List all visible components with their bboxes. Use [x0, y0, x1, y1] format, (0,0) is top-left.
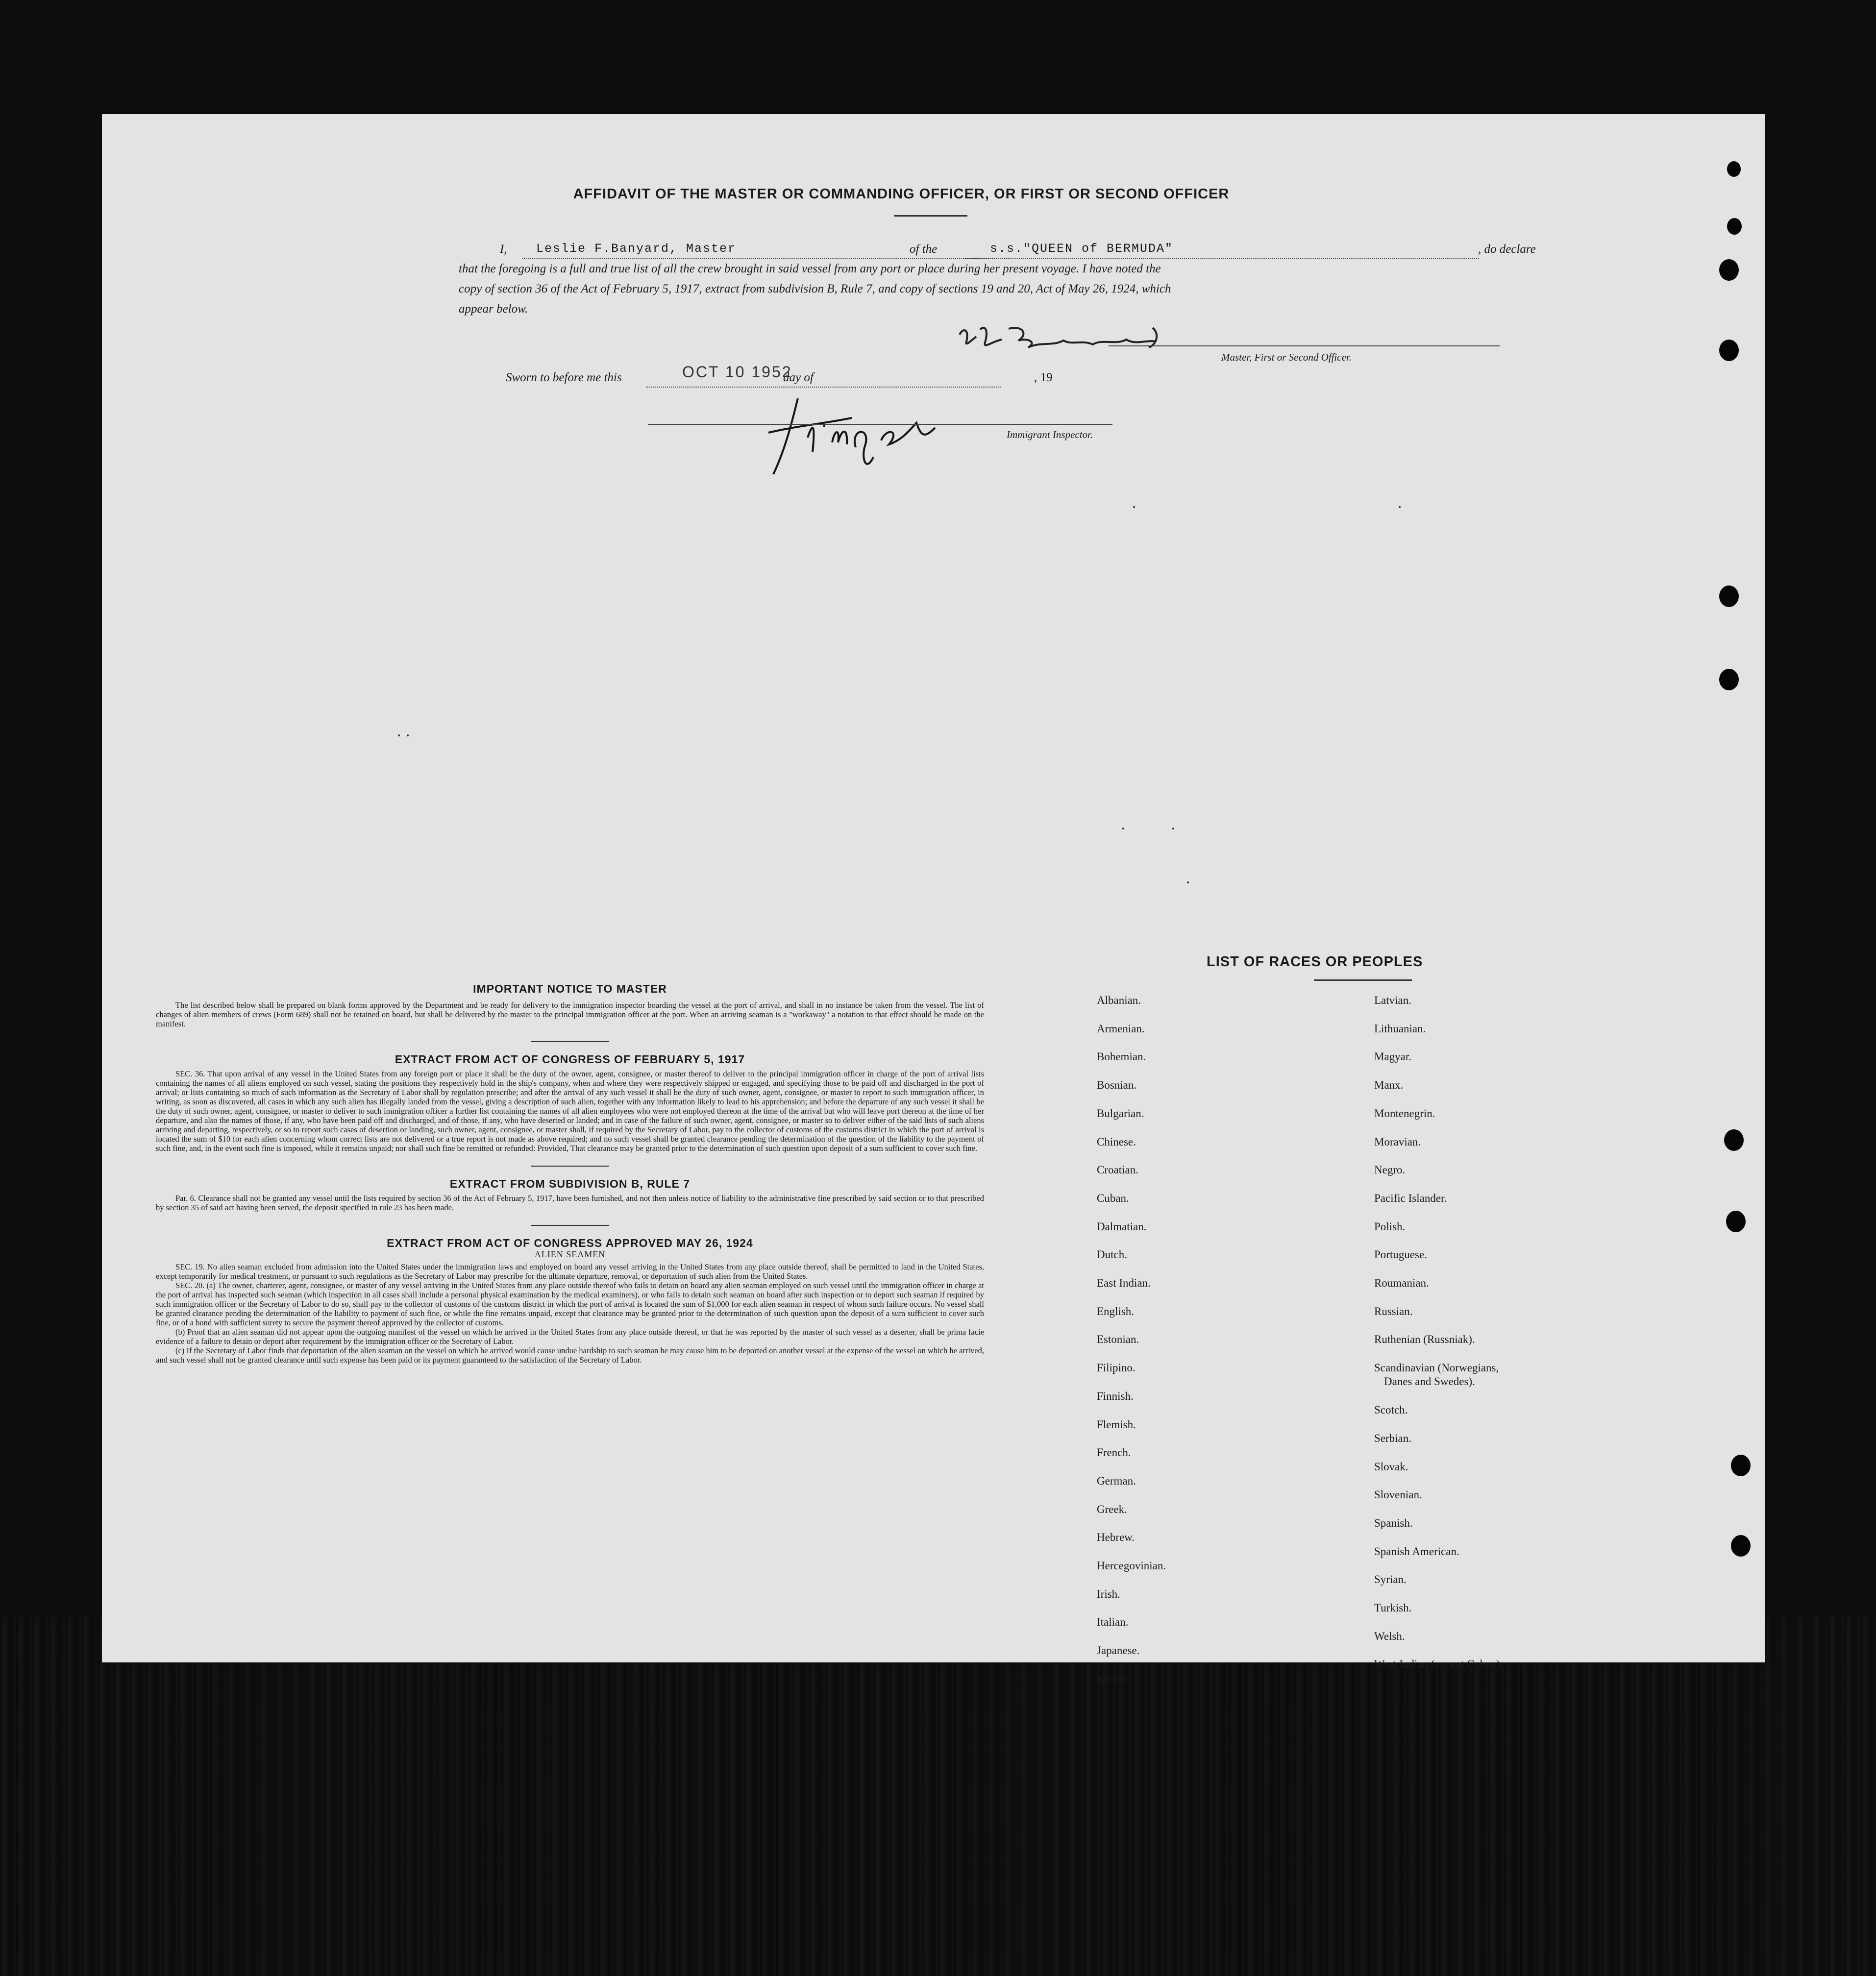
race-item: Negro. [1374, 1164, 1406, 1176]
master-name-value: Leslie F.Banyard, Master [536, 242, 737, 256]
race-item: Albanian. [1097, 994, 1141, 1006]
race-item: Italian. [1097, 1616, 1129, 1629]
extract-rule7-body: Par. 6. Clearance shall not be granted any vessel until the lists required by section 36 of the Act of February 5, 1917, have been furnished, and not then unless notice of liability to the administrative fine prescribed by said section or to that prescribed by section 35 of said act having been served, the deposit specified in rule 23 has been made. [156, 1194, 984, 1212]
do-declare-label: , do declare [1478, 243, 1536, 256]
race-item: Roumanian. [1374, 1277, 1429, 1289]
race-item: Welsh. [1374, 1630, 1405, 1642]
punch-hole [1719, 669, 1739, 690]
affidavit-title: AFFIDAVIT OF THE MASTER OR COMMANDING OFFICER, OR FIRST OR SECOND OFFICER [573, 186, 1230, 202]
race-item: Polish. [1374, 1220, 1406, 1233]
punch-hole [1726, 1211, 1746, 1232]
notice-body: The list described below shall be prepared on blank forms approved by the Department and be ready for delivery to the immigration inspector boarding the vessel at the port of arrival, and shall in no instance be taken from the vessel. The list of changes of alien members of crews (Form 689) shall not be retained on board, but shall be delivered by the master to the principal immigration officer at the port. When an arriving seaman is a "workaway" a notation to that effect should be made on the manifest. [156, 1000, 984, 1028]
race-item: Cuban. [1097, 1192, 1129, 1204]
section-rule [531, 1166, 609, 1167]
punch-hole [1719, 259, 1739, 281]
race-item: German. [1097, 1474, 1136, 1487]
affidavit-line-3: copy of section 36 of the Act of February 5, 1917, extract from subdivision B, Rule 7, and copy of sections 19 and 20, Act of May 26, 1924, which [459, 282, 1171, 295]
race-item: English. [1097, 1305, 1135, 1317]
master-signature-line [1109, 345, 1500, 346]
race-item: Syrian. [1374, 1573, 1407, 1586]
race-item: Croatian. [1097, 1164, 1138, 1176]
affidavit-line-4: appear below. [459, 302, 528, 316]
punch-hole [1719, 340, 1739, 361]
race-item: Portuguese. [1374, 1248, 1427, 1261]
race-item: Irish. [1097, 1587, 1120, 1600]
extract-rule7-title: EXTRACT FROM SUBDIVISION B, RULE 7 [449, 1177, 691, 1190]
race-item: Spanish. [1374, 1516, 1413, 1529]
master-signature-caption: Master, First or Second Officer. [1221, 351, 1352, 363]
speck [407, 734, 409, 736]
race-item: Pacific Islander. [1374, 1192, 1447, 1204]
race-item: Flemish. [1097, 1418, 1136, 1431]
speck [1122, 828, 1124, 829]
race-item: Filipino. [1097, 1362, 1135, 1374]
notice-title: IMPORTANT NOTICE TO MASTER [473, 982, 667, 995]
title-rule [894, 215, 967, 217]
year-label: , 19 [1034, 371, 1053, 384]
race-item: Greek. [1097, 1503, 1127, 1515]
alien-seamen-subtitle: ALIEN SEAMEN [534, 1249, 606, 1259]
race-item: Dutch. [1097, 1248, 1127, 1261]
race-item: Chinese. [1097, 1135, 1136, 1148]
race-item: Dalmatian. [1097, 1220, 1147, 1233]
inspector-signature-line [648, 424, 1112, 425]
race-item: Estonian. [1097, 1333, 1139, 1346]
race-item: Ruthenian (Russniak). [1374, 1333, 1475, 1346]
race-item: Lithuanian. [1374, 1022, 1426, 1035]
race-item: Bohemian. [1097, 1050, 1146, 1063]
sec-20c-body: (c) If the Secretary of Labor finds that deportation of the alien seaman on the vessel on which he arrived would cause undue hardship to such seaman he may cause him to be deported on another vessel at the expense of the vessel on which he arrived, and such vessel shall not be granted clearance until such expense has been paid or its payment guaranteed to the satisfaction of the Secretary of Labor. [156, 1346, 984, 1365]
punch-hole [1727, 218, 1742, 235]
race-item: Hebrew. [1097, 1531, 1135, 1544]
race-item: Japanese. [1097, 1644, 1140, 1657]
race-item: Spanish American. [1374, 1545, 1459, 1558]
race-item: Serbian. [1374, 1432, 1412, 1444]
sec-20b-body: (b) Proof that an alien seaman did not appear upon the outgoing manifest of the vessel on which he arrived in the United States from any place outside thereof, or that he was reported by the master of such vessel as a deserter, shall be prima facie evidence of a failure to detain or deport after requirement by the immigration officer or the Secretary of Labor. [156, 1327, 984, 1346]
speck [1399, 506, 1401, 508]
section-rule [531, 1041, 609, 1042]
date-stamp: OCT 10 1952 [682, 363, 792, 381]
affidavit-line-2: that the foregoing is a full and true list of all the crew brought in said vessel from any port or place during her present voyage. I have noted the [459, 262, 1161, 275]
race-item: Scandinavian (Norwegians, [1374, 1362, 1499, 1374]
sec-20a-body: SEC. 20. (a) The owner, charterer, agent, consignee, or master of any vessel arriving in the United States from any place outside thereof who fails to detain on board any alien seaman employed on such vessel until the immigration officer in charge at the port of arrival has inspected such seaman (which inspection in all cases shall include a personal physical examination by the medical examiners), or who fails to detain such seaman on board after such inspection or to deport such seaman if required by such immigration officer or the Secretary of Labor to do so, shall pay to the collector of customs of the customs district in which the port of arrival is located the sum of $1,000 for each alien seaman in respect of whom such failure occurs. No vessel shall be granted clearance pending the determination of the liability to payment of such fine, or while the fine remains unpaid, except that clearance may be granted prior to the determination of such question upon the deposit of a sum sufficient to cover such fine, or of a bond with sufficient surety to secure the payment thereof approved by the collector of customs. [156, 1281, 984, 1327]
race-item: Turkish. [1374, 1602, 1412, 1614]
race-item: Slovak. [1374, 1460, 1408, 1473]
punch-hole [1727, 161, 1741, 177]
race-item: Magyar. [1374, 1050, 1412, 1063]
extract-1924-title: EXTRACT FROM ACT OF CONGRESS APPROVED MAY 26, 1924 [387, 1237, 753, 1249]
race-item: Finnish. [1097, 1390, 1134, 1402]
race-item: Bulgarian. [1097, 1107, 1144, 1120]
inspector-caption: Immigrant Inspector. [1007, 429, 1093, 440]
notice-block [156, 984, 984, 1365]
document-sheet [102, 114, 1765, 1685]
speck [398, 734, 400, 736]
section-rule [531, 1225, 609, 1226]
race-item: West Indian (except Cuban). [1374, 1658, 1503, 1671]
race-item: East Indian. [1097, 1277, 1151, 1289]
punch-hole [1731, 1535, 1751, 1557]
races-title-rule [1314, 979, 1412, 981]
scanner-background [0, 1617, 1876, 1976]
punch-hole [1731, 1455, 1751, 1476]
vessel-line [964, 258, 1479, 259]
speck [1172, 828, 1174, 829]
race-item: Scotch. [1374, 1404, 1408, 1416]
day-of-label: day of [783, 371, 814, 384]
race-item: Bosnian. [1097, 1079, 1137, 1092]
race-item: Armenian. [1097, 1022, 1145, 1035]
race-item: Moravian. [1374, 1135, 1421, 1148]
race-item: Korean. [1097, 1672, 1133, 1685]
punch-hole [1724, 1129, 1744, 1151]
extract-1917-title: EXTRACT FROM ACT OF CONGRESS OF FEBRUARY 5, 1917 [395, 1053, 745, 1066]
inspector-signature [739, 379, 945, 477]
race-item: Hercegovinian. [1097, 1560, 1166, 1572]
races-title: LIST OF RACES OR PEOPLES [1207, 954, 1423, 970]
race-item: Danes and Swedes). [1384, 1375, 1475, 1388]
speck [1133, 506, 1135, 508]
race-item: French. [1097, 1446, 1131, 1459]
sworn-label: Sworn to before me this [506, 371, 622, 384]
of-the-label: of the [910, 243, 938, 256]
race-item: Manx. [1374, 1079, 1404, 1092]
speck [1187, 881, 1189, 883]
punch-hole [1719, 585, 1739, 607]
name-line [522, 258, 1011, 259]
race-item: Latvian. [1374, 994, 1411, 1006]
race-item: Montenegrin. [1374, 1107, 1435, 1120]
race-item: Russian. [1374, 1305, 1413, 1317]
master-signature [955, 320, 1210, 359]
vessel-name-value: s.s."QUEEN of BERMUDA" [990, 242, 1174, 256]
race-item: Slovenian. [1374, 1488, 1422, 1501]
i-label: I, [500, 243, 507, 256]
extract-1917-body: SEC. 36. That upon arrival of any vessel in the United States from any foreign port or place it shall be the duty of the owner, agent, consignee, or master thereof to deliver to the principal immigration officer in charge of the port of arrival lists containing the names of all aliens employed on such vessel, stating the positions they respectively hold in the ship's company, when and where they were respectively shipped or engaged, and specifying those to be paid off and discharged in the port of arrival; or lists containing so much of such information as the Secretary of Labor shall by regulation prescribe; and after the arrival of any such vessel it shall be the duty of such owner, agent, consignee, or master to report to such immigration officer, in writing, as soon as discovered, all cases in which any such alien has illegally landed from the vessel, giving a description of such alien, together with any information likely to lead to his apprehension; and before the departure of any such vessel it shall be the duty of such owner, agent, consignee, or master to deliver to such immigration officer a further list containing the names of all alien employees who were not employed thereon at the time of the arrival but who will leave port thereon at the time of her departure, and also the names of those, if any, who have been paid off and discharged, and of those, if any, who have deserted or landed; and in case of the failure of such owner, agent, consignee, or master so to deliver either of the said lists of such aliens arriving and departing, respectively, or so to report such cases of desertion or landing, such owner, agent, consignee, or master shall, if required by the Secretary of Labor, pay to the collector of customs of the customs district in which the port of arrival is located the sum of $10 for each alien concerning whom correct lists are not delivered or a true report is not made as above required; and no such vessel shall be granted clearance pending the determination of the question of the liability to the payment of such fine, and, in the event such fine is imposed, while it remains unpaid; nor shall such fine be remitted or refunded: Provided, That clearance may be granted prior to the determination of such question upon deposit of a sum sufficient to cover such fine. [156, 1069, 984, 1153]
sec-19-body: SEC. 19. No alien seaman excluded from admission into the United States under the immigration laws and employed on board any vessel arriving in the United States from any place outside thereof, shall be permitted to land in the United States, except temporarily for medical treatment, or pursuant to such regulations as the Secretary of Labor may prescribe for the ultimate departure, removal, or deportation of such alien from the United States. [156, 1262, 984, 1281]
